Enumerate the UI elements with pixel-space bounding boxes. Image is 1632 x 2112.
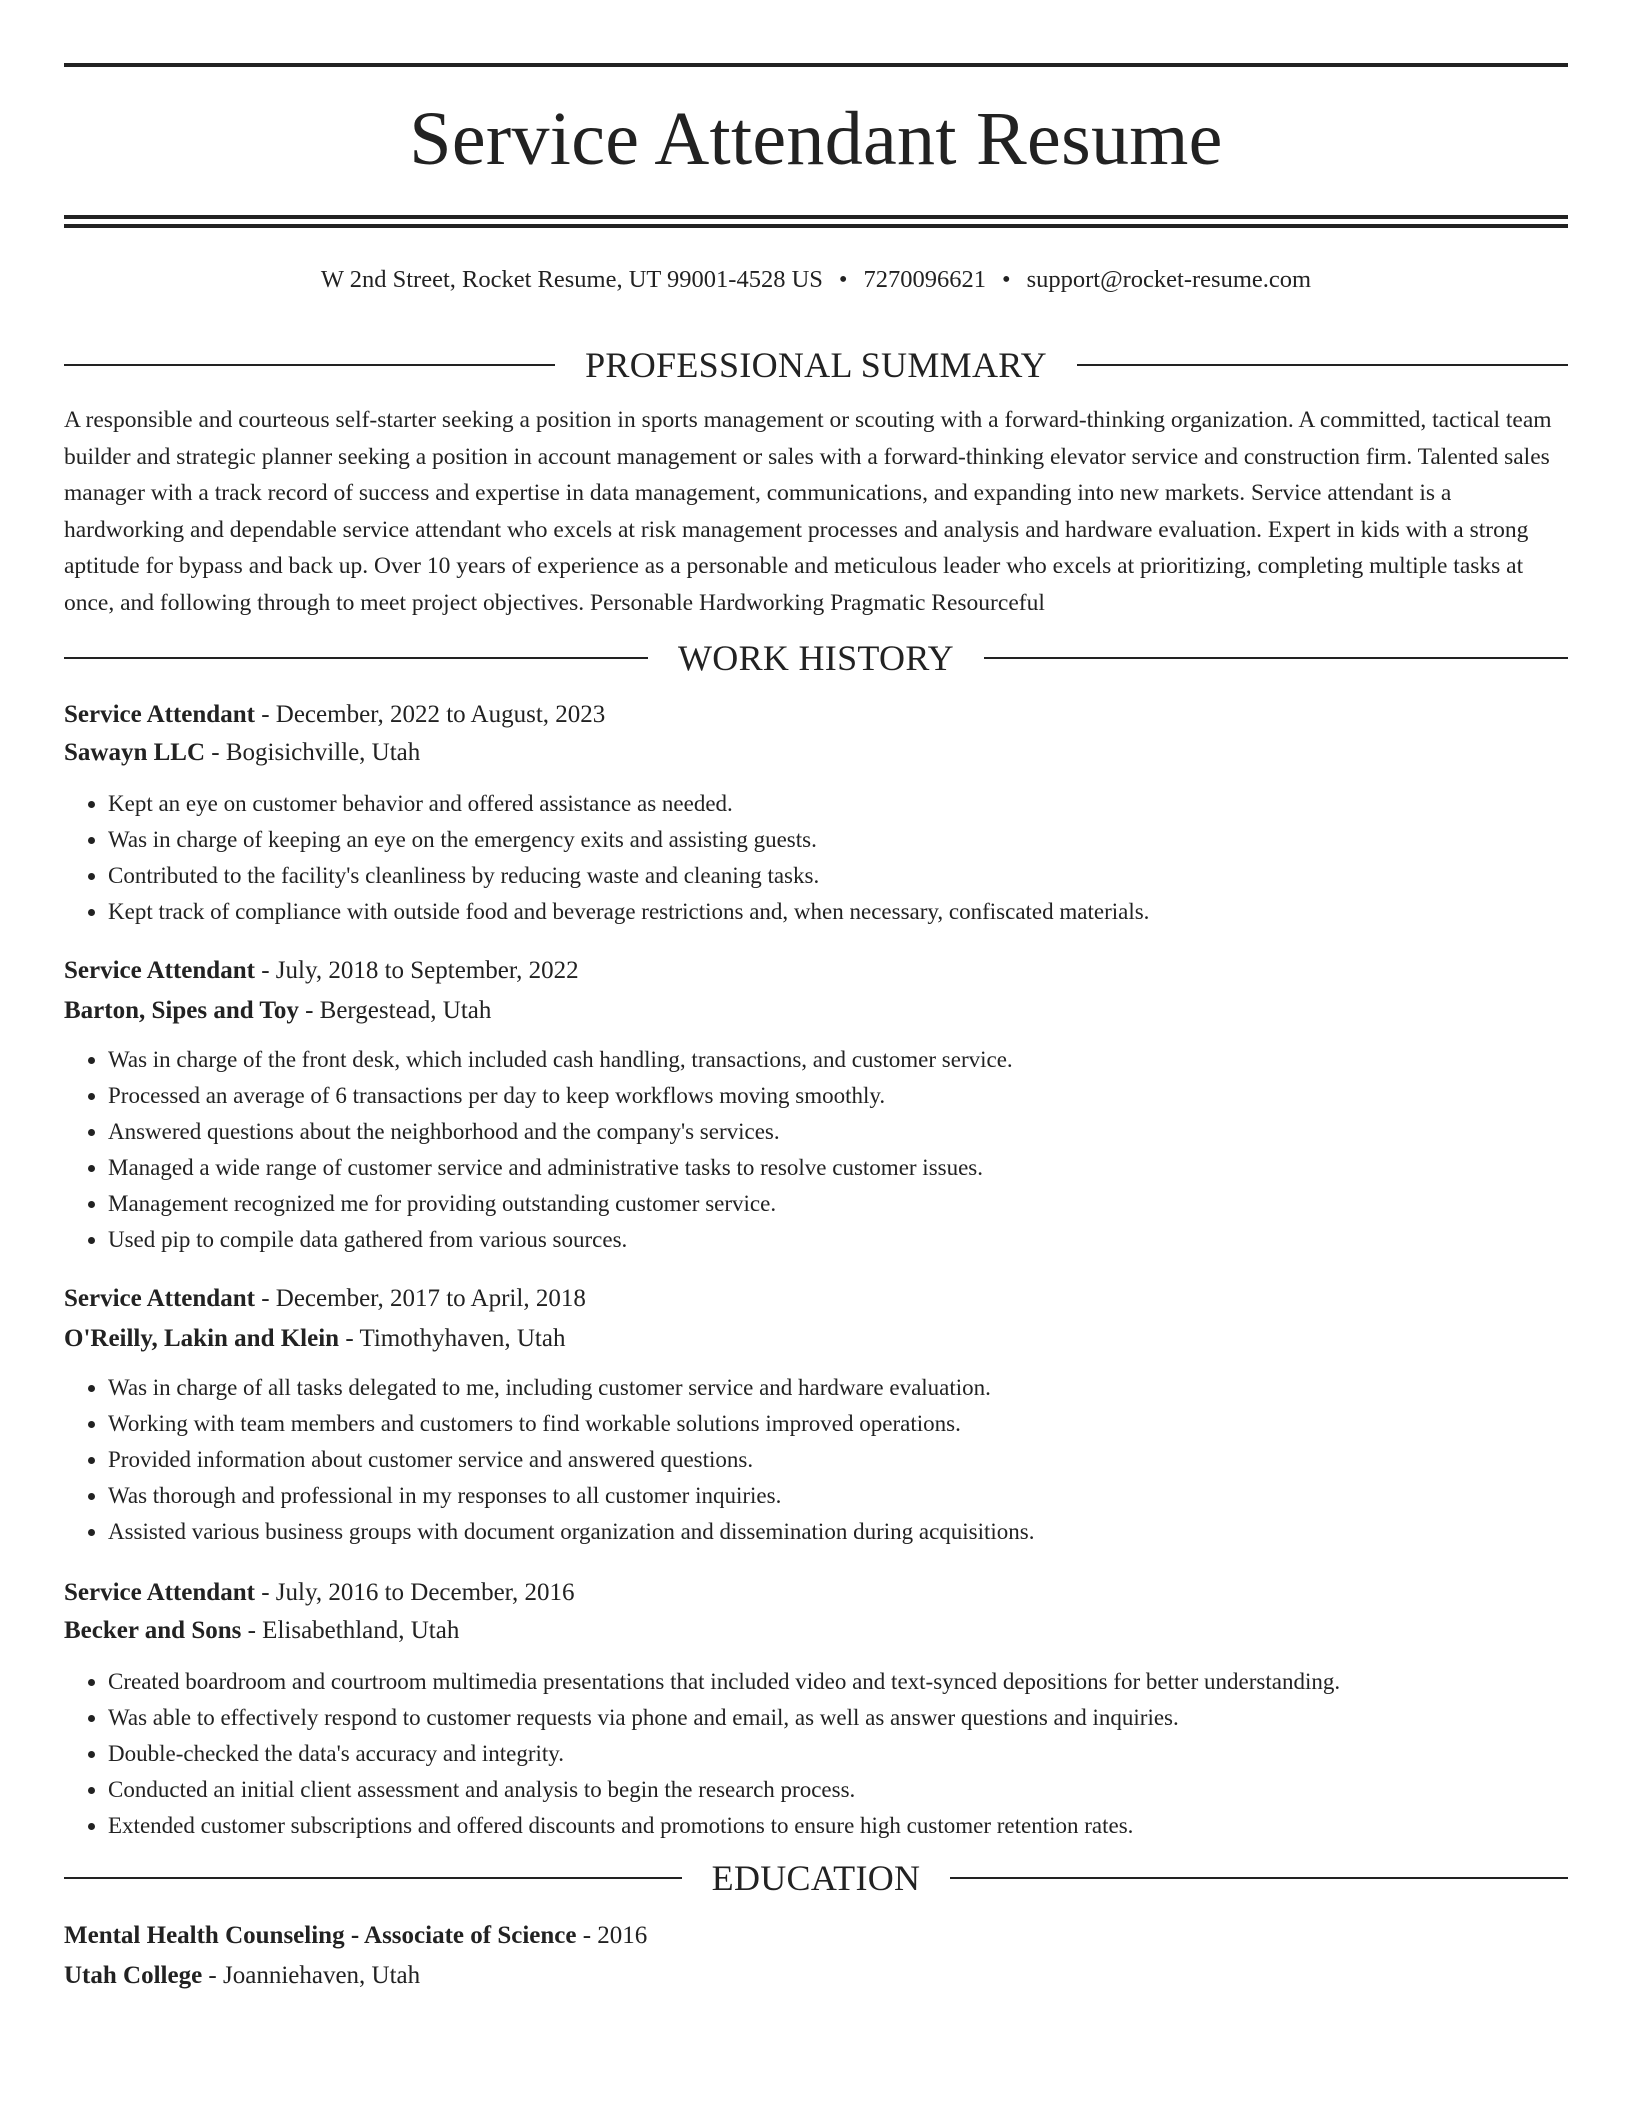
list-item: • Provided information about customer service and answered questions. <box>108 1442 1568 1478</box>
contact-separator: • <box>838 266 848 293</box>
list-item: • Created boardroom and courtroom multimedia presentations that included video and text-synced depositions for better understanding. <box>108 1664 1568 1700</box>
job-title-line <box>64 956 1568 986</box>
list-item: • Extended customer subscriptions and offered discounts and promotions to ensure high customer retention rates. <box>108 1808 1568 1844</box>
job-dates: - December, 2017 to April, 2018 <box>254 1285 586 1312</box>
header-rule <box>950 1877 1568 1879</box>
top-rule <box>64 63 1568 67</box>
section-header-summary <box>64 345 1568 385</box>
header-rule <box>64 1877 682 1879</box>
job-role: Service Attendant <box>64 957 255 984</box>
section-title: EDUCATION <box>711 1858 921 1898</box>
job-role: Service Attendant <box>64 1285 255 1312</box>
job-company: Becker and Sons <box>64 1617 242 1644</box>
job-role: Service Attendant <box>64 701 255 728</box>
professional-summary: A responsible and courteous self-starter seeking a position in sports management or scouting with a forward-thinking organization. A committed, tactical team builder and strategic planner seeking a position in account management or sales with a forward-thinking elevator service and construction firm. Talented sales manager with a track record of success and expertise in data management, communications, and expanding into new markets. Service attendant is a hardworking and dependable service attendant who excels at risk management processes and analysis and hardware evaluation. Expert in kids with a strong aptitude for bypass and back up. Over 10 years of experience as a personable and meticulous leader who excels at prioritizing, completing multiple tasks at once, and following through to meet project objectives. Personable Hardworking Pragmatic Resourceful <box>64 407 1552 616</box>
section-title: WORK HISTORY <box>678 638 954 678</box>
section-title: PROFESSIONAL SUMMARY <box>585 345 1047 385</box>
job-dates: - July, 2018 to September, 2022 <box>254 957 579 984</box>
list-item: • Was able to effectively respond to customer requests via phone and email, as well as answer questions and inquiries. <box>108 1700 1568 1736</box>
job-entry <box>64 1578 1568 1844</box>
section-header-education <box>64 1858 1568 1898</box>
header-rule <box>984 657 1568 659</box>
list-item: • Conducted an initial client assessment and analysis to begin the research process. <box>108 1772 1568 1808</box>
education-entry <box>64 1921 1568 1991</box>
job-bullets <box>64 786 1568 930</box>
job-role: Service Attendant <box>64 1579 255 1606</box>
list-item: • Was in charge of the front desk, which included cash handling, transactions, and customer service. <box>108 1042 1568 1078</box>
header-rule <box>64 657 648 659</box>
list-item: • Working with team members and customers to find workable solutions improved operations. <box>108 1406 1568 1442</box>
list-item: • Management recognized me for providing outstanding customer service. <box>108 1186 1568 1222</box>
list-item: • Used pip to compile data gathered from various sources. <box>108 1222 1568 1258</box>
list-item: • Answered questions about the neighborhood and the company's services. <box>108 1114 1568 1150</box>
job-entry <box>64 1284 1568 1550</box>
section-header-work-history <box>64 638 1568 678</box>
list-item: • Was in charge of keeping an eye on the emergency exits and assisting guests. <box>108 822 1568 858</box>
list-item: • Was in charge of all tasks delegated to me, including customer service and hardware evaluation. <box>108 1370 1568 1406</box>
job-bullets <box>64 1042 1568 1258</box>
list-item: • Managed a wide range of customer service and administrative tasks to resolve customer issues. <box>108 1150 1568 1186</box>
education-school: Utah College <box>64 1962 203 1989</box>
resume-page <box>64 0 1568 1991</box>
job-company: O'Reilly, Lakin and Klein <box>64 1325 340 1352</box>
header-rule <box>1077 364 1568 366</box>
education-location: - Joanniehaven, Utah <box>202 1962 421 1989</box>
list-item: • Was thorough and professional in my responses to all customer inquiries. <box>108 1478 1568 1514</box>
job-title-line <box>64 700 1568 730</box>
education-year: - 2016 <box>576 1922 648 1949</box>
list-item: • Kept track of compliance with outside food and beverage restrictions and, when necessary, confiscated materials. <box>108 894 1568 930</box>
job-entry <box>64 956 1568 1258</box>
contact-address: W 2nd Street, Rocket Resume, UT 99001-4528 US <box>320 266 823 293</box>
contact-line <box>64 265 1568 295</box>
contact-separator: • <box>1001 266 1011 293</box>
contact-email: support@rocket-resume.com <box>1026 266 1312 293</box>
job-company-line <box>64 1324 1568 1354</box>
list-item: • Processed an average of 6 transactions per day to keep workflows moving smoothly. <box>108 1078 1568 1114</box>
list-item: • Double-checked the data's accuracy and integrity. <box>108 1736 1568 1772</box>
job-dates: - December, 2022 to August, 2023 <box>254 701 606 728</box>
contact-phone: 7270096621 <box>863 266 986 293</box>
list-item: • Assisted various business groups with document organization and dissemination during acquisitions. <box>108 1514 1568 1550</box>
double-rule <box>64 215 1568 228</box>
job-location: - Bogisichville, Utah <box>205 739 421 766</box>
job-company: Barton, Sipes and Toy <box>64 997 299 1024</box>
job-location: - Bergestead, Utah <box>298 997 492 1024</box>
education-degree-line <box>64 1921 1568 1951</box>
job-company-line <box>64 996 1568 1026</box>
education-degree: Mental Health Counseling - Associate of Science <box>64 1922 577 1949</box>
list-item: • Contributed to the facility's cleanliness by reducing waste and cleaning tasks. <box>108 858 1568 894</box>
job-title-line <box>64 1284 1568 1314</box>
education-school-line <box>64 1961 1568 1991</box>
job-location: - Elisabethland, Utah <box>241 1617 460 1644</box>
job-bullets <box>64 1664 1568 1844</box>
list-item: • Kept an eye on customer behavior and offered assistance as needed. <box>108 786 1568 822</box>
job-company-line <box>64 738 1568 768</box>
job-bullets <box>64 1370 1568 1550</box>
header-rule <box>64 364 555 366</box>
job-dates: - July, 2016 to December, 2016 <box>254 1579 575 1606</box>
job-title-line <box>64 1578 1568 1608</box>
job-company: Sawayn LLC <box>64 739 206 766</box>
job-company-line <box>64 1616 1568 1646</box>
job-location: - Timothyhaven, Utah <box>339 1325 566 1352</box>
job-entry <box>64 700 1568 930</box>
page-title: Service Attendant Resume <box>409 97 1223 181</box>
